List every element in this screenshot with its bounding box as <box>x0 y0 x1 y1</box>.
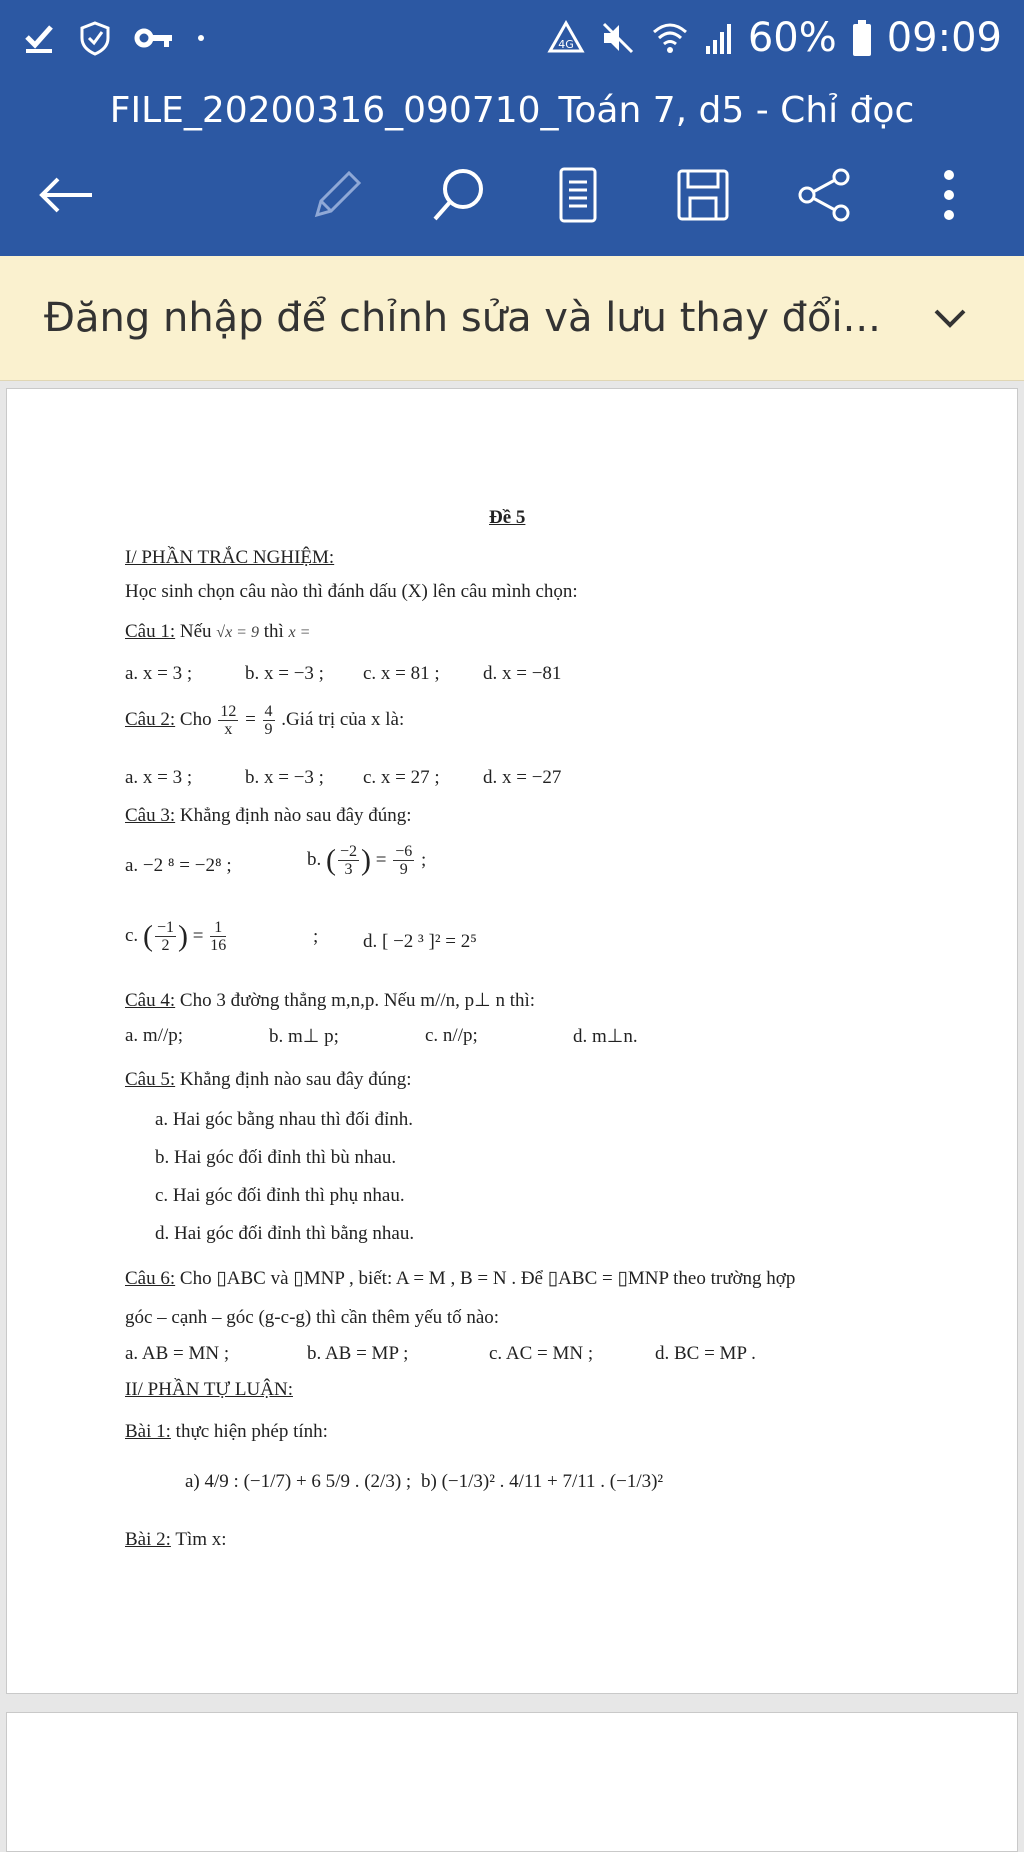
q3-option-b-den: 3 <box>344 861 353 878</box>
q1-label: Câu 1: <box>125 621 176 642</box>
pencil-icon <box>309 167 365 223</box>
download-done-icon <box>22 21 56 55</box>
dot-icon <box>196 33 206 43</box>
q1-text-a: Nếu <box>179 621 212 642</box>
q3-option-c-rhs-den: 16 <box>210 937 227 954</box>
b2-text: Tìm x: <box>175 1529 227 1550</box>
part1-title: I/ PHẦN TRẮC NGHIỆM: <box>125 547 335 568</box>
q1-math-condition: √x = 9 <box>216 624 259 641</box>
q3-option-a: a. −2 ⁸ = −2⁸ ; <box>125 855 232 876</box>
q6-option-c: c. AC = MN ; <box>489 1343 594 1364</box>
q3-option-b-label: b. <box>307 848 322 870</box>
question-4 <box>125 989 535 1012</box>
q1-text-b: thì <box>263 621 284 642</box>
q5-option-d: d. Hai góc đối đỉnh thì bằng nhau. <box>155 1223 415 1244</box>
q4-option-b: b. m⊥ p; <box>269 1026 339 1047</box>
app-bar <box>0 78 1024 256</box>
q2-text-b: .Giá trị của x là: <box>281 708 405 730</box>
q5-option-a: a. Hai góc bằng nhau thì đối đỉnh. <box>155 1109 414 1130</box>
shield-icon <box>78 20 112 56</box>
b2-label: Bài 2: <box>125 1529 171 1550</box>
question-2 <box>125 703 404 738</box>
q6-option-d: d. BC = MP . <box>655 1343 756 1364</box>
q5-label: Câu 5: <box>125 1069 176 1090</box>
q6-text-line1: Cho ▯ABC và ▯MNP , biết: A = M , B = N . Để ▯ABC = ▯MNP theo trường hợp <box>179 1268 796 1289</box>
q1-option-a: a. x = 3 ; <box>125 663 193 684</box>
q3-option-b-base <box>338 843 359 878</box>
q2-frac1-num: 12 <box>220 703 237 720</box>
q2-option-d: d. x = −27 <box>483 767 562 788</box>
exam-heading: Đề 5 <box>489 507 526 528</box>
svg-text:4G: 4G <box>558 38 574 51</box>
more-options-button[interactable] <box>914 160 984 230</box>
q4-label: Câu 4: <box>125 990 176 1011</box>
q3-text: Khẳng định nào sau đây đúng: <box>179 805 412 826</box>
q6-text-line2: góc – cạnh – góc (g-c-g) thì cần thêm yếu tố nào: <box>125 1307 500 1328</box>
q3-option-d: d. [ −2 ³ ]² = 2⁵ <box>363 931 477 952</box>
q2-option-c: c. x = 27 ; <box>363 767 440 788</box>
exercise-1 <box>125 1421 328 1443</box>
q2-text-a: Cho <box>179 708 212 730</box>
part2-title: II/ PHẦN TỰ LUẬN: <box>125 1379 293 1400</box>
q2-fraction-1 <box>218 703 238 738</box>
save-button[interactable] <box>668 160 738 230</box>
q2-label: Câu 2: <box>125 708 176 730</box>
q2-frac2-den: 9 <box>264 721 273 738</box>
q2-frac1-den: x <box>224 721 233 738</box>
q2-frac2-num: 4 <box>264 703 273 720</box>
data-saver-icon <box>546 20 586 56</box>
status-bar <box>0 0 1024 78</box>
q1-option-c: c. x = 81 ; <box>363 663 440 684</box>
document-view-icon <box>558 166 598 224</box>
exercise-2 <box>125 1529 227 1551</box>
q2-option-b: b. x = −3 ; <box>245 767 324 788</box>
q4-text: Cho 3 đường thẳng m,n,p. Nếu m//n, p⊥ n thì: <box>179 990 536 1011</box>
q5-option-b: b. Hai góc đối đỉnh thì bù nhau. <box>155 1147 397 1168</box>
q6-label: Câu 6: <box>125 1268 176 1289</box>
share-icon <box>797 167 853 223</box>
q3-option-b-num: −2 <box>340 843 358 860</box>
q3-option-c-den: 2 <box>161 937 170 954</box>
reading-view-button[interactable] <box>543 160 613 230</box>
question-6 <box>125 1267 795 1290</box>
next-document-page[interactable] <box>6 1712 1018 1852</box>
instruction-text: Học sinh chọn câu nào thì đánh dấu (X) lên câu mình chọn: <box>125 581 578 602</box>
question-5 <box>125 1069 412 1091</box>
q2-fraction-2 <box>263 703 275 738</box>
q3-option-c-rhs <box>210 919 226 954</box>
question-3 <box>125 805 412 827</box>
clock: 09:09 <box>886 15 1002 61</box>
sign-in-banner[interactable] <box>0 256 1024 381</box>
edit-button[interactable] <box>302 160 372 230</box>
b1-expression-a: a) 4/9 : (−1/7) + 6 5/9 . (2/3) ; <box>185 1471 412 1492</box>
q3-option-c-sep: ; <box>312 925 319 947</box>
b1-text: thực hiện phép tính: <box>175 1421 328 1442</box>
q3-label: Câu 3: <box>125 805 176 826</box>
signal-icon <box>704 20 734 56</box>
q1-math-x: x = <box>288 624 311 641</box>
q4-option-a: a. m//p; <box>125 1025 184 1046</box>
q3-option-b: b. ( $\frac{-2}{3}$ ) = $\frac{-6}{9}$ ; <box>307 843 427 878</box>
q5-option-c: c. Hai góc đối đỉnh thì phụ nhau. <box>155 1185 405 1206</box>
q3-option-c-rhs-num: 1 <box>210 919 226 937</box>
more-vertical-icon <box>939 167 959 223</box>
save-icon <box>676 168 730 222</box>
b1-label: Bài 1: <box>125 1421 171 1442</box>
q1-option-b: b. x = −3 ; <box>245 663 324 684</box>
chevron-down-icon[interactable] <box>928 296 972 340</box>
q2-equals: = <box>245 708 256 730</box>
q6-option-a: a. AB = MN ; <box>125 1343 230 1364</box>
question-1 <box>125 621 310 643</box>
q4-option-d: d. m⊥n. <box>573 1026 638 1047</box>
back-arrow-icon <box>36 175 94 215</box>
search-icon <box>429 165 489 225</box>
sign-in-message: Đăng nhập để chỉnh sửa và lưu thay đổi... <box>44 295 881 341</box>
q3-option-c: c. ( $\frac{-1}{2}$ ) = $\frac{1}{16}$ ; <box>125 919 319 954</box>
vpn-key-icon <box>134 23 174 53</box>
back-button[interactable] <box>30 160 100 230</box>
battery-percent: 60% <box>747 15 837 61</box>
q6-option-b: b. AB = MP ; <box>307 1343 409 1364</box>
q4-option-c: c. n//p; <box>425 1025 478 1046</box>
mute-icon <box>600 20 636 56</box>
b1-expression-b: b) (−1/3)² . 4/11 + 7/11 . (−1/3)² <box>421 1471 664 1492</box>
search-button[interactable] <box>424 160 494 230</box>
q3-option-b-rhs <box>393 843 414 878</box>
q3-option-b-rhs-num: −6 <box>395 843 413 860</box>
q3-option-c-label: c. <box>125 924 139 946</box>
q2-option-a: a. x = 3 ; <box>125 767 193 788</box>
q3-option-c-base <box>155 919 176 954</box>
document-page[interactable] <box>6 388 1018 1694</box>
document-title: FILE_20200316_090710_Toán 7, d5 - Chỉ đọc <box>109 90 915 131</box>
q1-option-d: d. x = −81 <box>483 663 562 684</box>
q3-option-c-num: −1 <box>156 919 174 936</box>
share-button[interactable] <box>790 160 860 230</box>
q3-option-b-rhs-den: 9 <box>399 861 408 878</box>
q5-text: Khẳng định nào sau đây đúng: <box>179 1069 412 1090</box>
wifi-icon <box>650 20 690 56</box>
battery-icon <box>851 19 873 57</box>
